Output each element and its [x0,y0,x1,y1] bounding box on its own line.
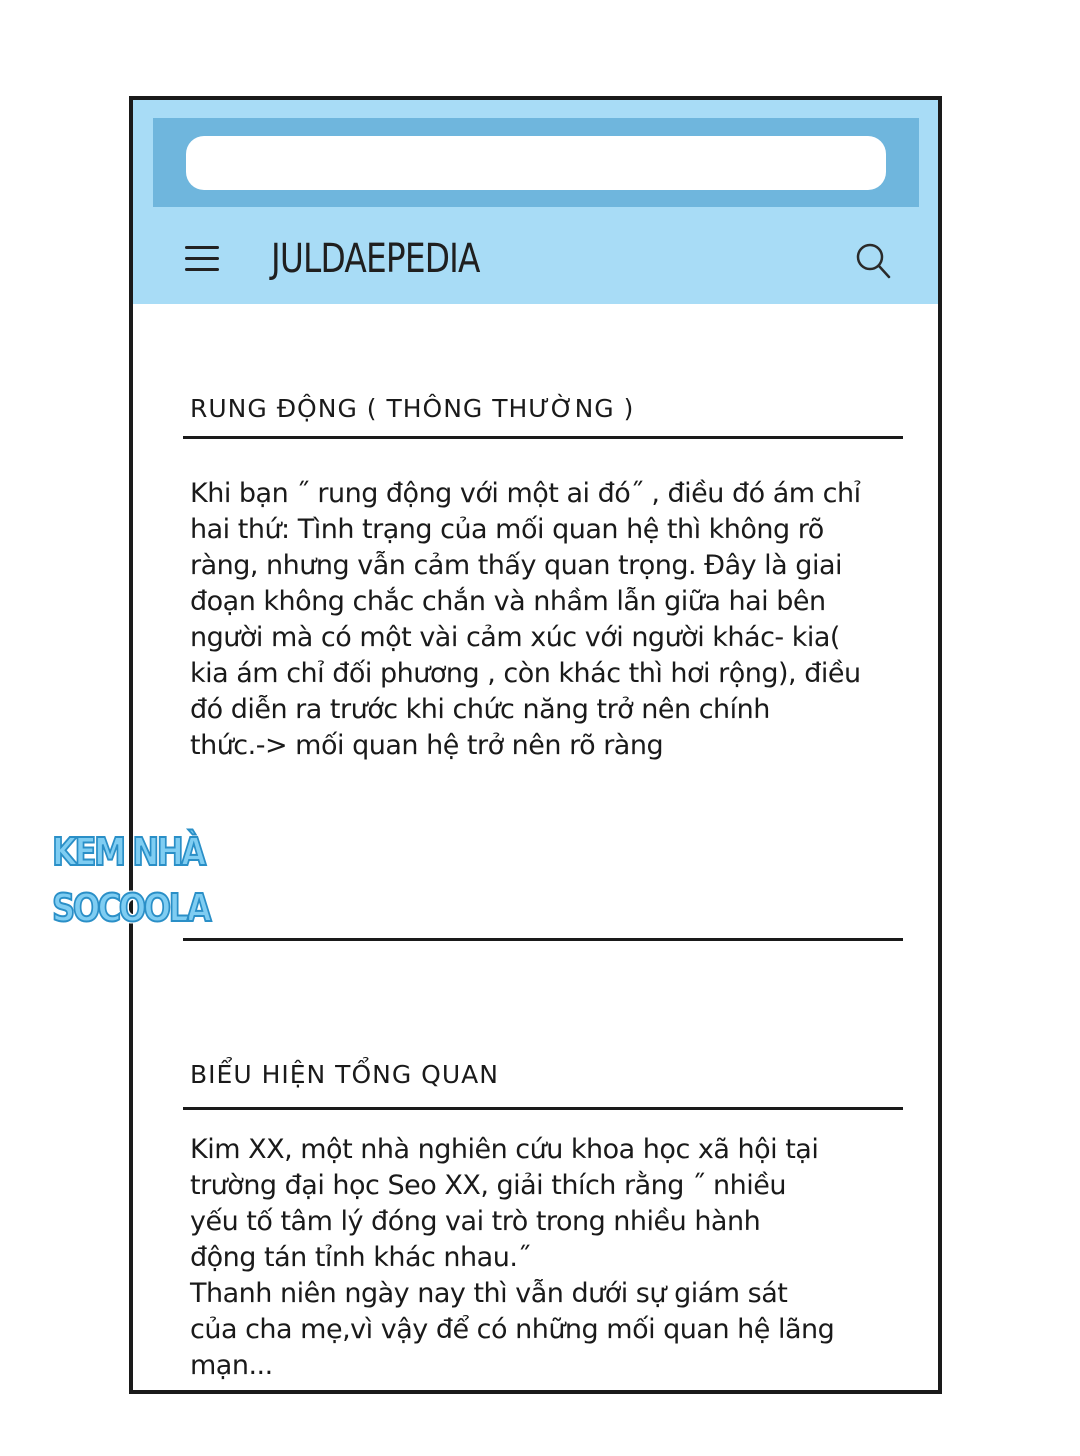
watermark-line-1: KEM NHÀ [52,830,204,874]
app-title: JULDAEPEDIA [271,236,480,282]
divider [183,436,903,439]
search-icon[interactable] [855,242,891,280]
divider [183,938,903,941]
section-body-rung-dong: Khi bạn ˝ rung động với một ai đó˝ , điều đó ám chỉ hai thứ: Tình trạng của mối quan hệ thì không rõ ràng, nhưng vẫn cảm thấy quan trọng. Đây là giai đoạn không chắc chắn và nhầm lẫn giữa hai bên người mà có một vài cảm xúc với người khác- kia( kia ám chỉ đối phương , còn khác thì hơi rộng), điều đó diễn ra trước khi chức năng trở nên chính thức.-> mối quan hệ trở nên rõ ràng [190,478,861,761]
phone-screen [129,96,942,1394]
hamburger-menu-icon[interactable] [185,246,219,274]
watermark-line-2: SOCOOLA [52,886,210,930]
url-input[interactable] [186,136,886,190]
section-heading-bieu-hien: BIỂU HIỆN TỔNG QUAN [190,1060,499,1089]
section-heading-rung-dong: RUNG ĐỘNG ( THÔNG THƯỜNG ) [190,394,635,423]
browser-bar [153,118,919,207]
watermark-logo [52,824,209,936]
divider [183,1107,903,1110]
section-body-bieu-hien: Kim XX, một nhà nghiên cứu khoa học xã hội tại trường đại học Seo XX, giải thích rằng ˝ nhiều yếu tố tâm lý đóng vai trò trong nhiều hành động tán tỉnh khác nhau.˝ Thanh niên ngày nay thì vẫn dưới sự giám sát của cha mẹ,vì vậy để có những mối quan hệ lãng mạn... [190,1134,835,1381]
